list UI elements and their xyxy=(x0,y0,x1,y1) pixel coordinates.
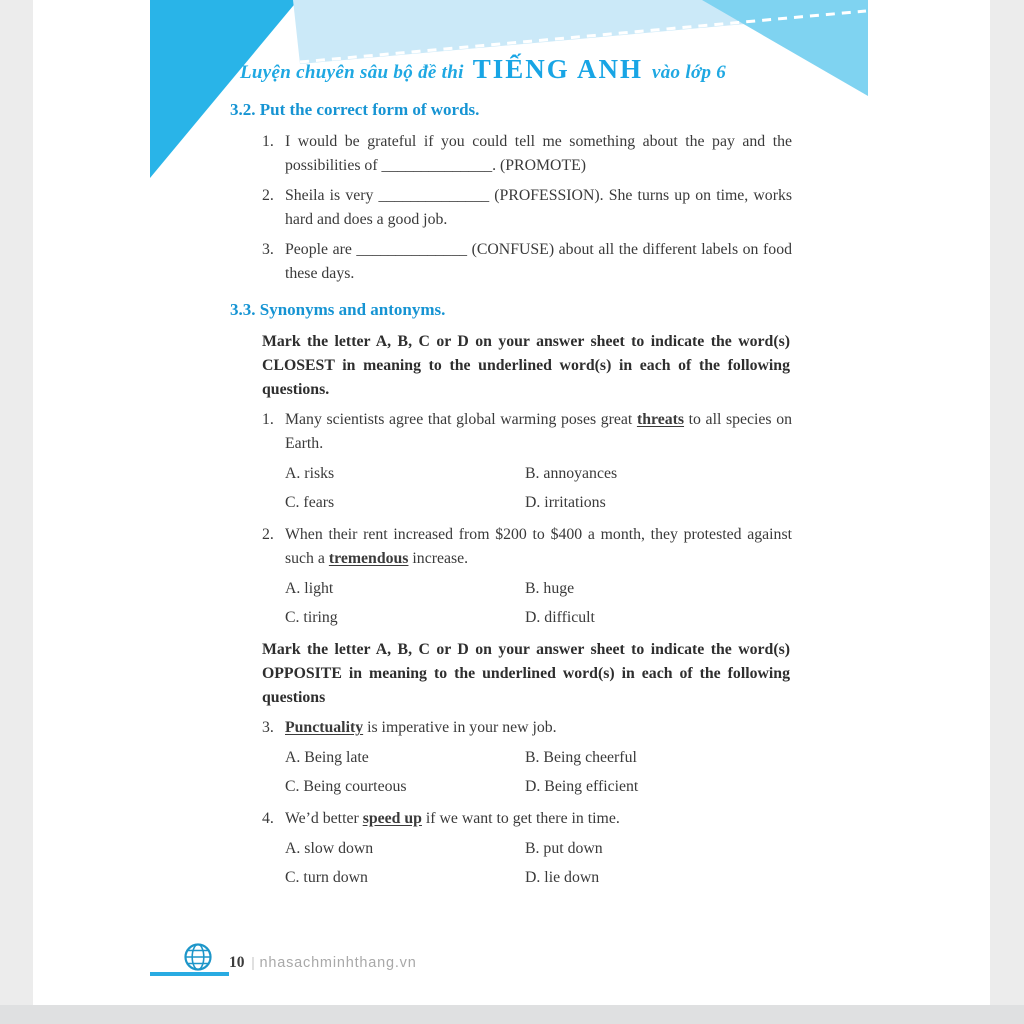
question-pre-text: Many scientists agree that global warming poses great xyxy=(285,411,637,428)
answer-options xyxy=(285,462,792,514)
answer-option-a: A. Being late xyxy=(285,749,369,766)
underlined-word: speed up xyxy=(362,810,422,827)
mc-question xyxy=(262,523,792,571)
answer-option-c: C. fears xyxy=(285,494,335,511)
question-pre-text: We’d better xyxy=(285,810,363,827)
footer-divider: | xyxy=(251,955,255,971)
answer-option-c: C. Being courteous xyxy=(285,778,407,795)
answer-option-d: D. difficult xyxy=(525,609,595,626)
fill-in-item xyxy=(262,130,792,178)
answer-option-c: C. tiring xyxy=(285,609,338,626)
underlined-word: tremendous xyxy=(328,550,409,567)
question-text xyxy=(285,807,792,831)
question-text: People are ______________ (CONFUSE) about all the different labels on food these days. xyxy=(285,241,792,282)
question-post-text: increase. xyxy=(408,550,469,567)
question-number: 2. xyxy=(262,187,274,204)
question-post-text: if we want to get there in time. xyxy=(421,810,620,827)
underlined-word: threats xyxy=(636,411,685,428)
answer-option-d: D. irritations xyxy=(525,494,606,511)
footer-text xyxy=(229,954,417,972)
instruction-opposite: Mark the letter A, B, C or D on your answer sheet to indicate the word(s) OPPOSITE in meaning to the underlined word(s) in each of the following questions xyxy=(262,641,790,706)
question-text xyxy=(285,408,792,456)
fill-in-item xyxy=(262,184,792,232)
question-pre-text: When their rent increased from $200 to $400 a month, they protested against such a xyxy=(285,526,792,567)
question-number: 3. xyxy=(262,241,274,258)
mc-question xyxy=(262,716,792,740)
page-number: 10 xyxy=(229,954,245,971)
answer-option-b: B. huge xyxy=(525,580,575,597)
underlined-word: Punctuality xyxy=(285,719,364,736)
answer-option-d: D. Being efficient xyxy=(525,778,639,795)
subject-title: TIẾNG ANH xyxy=(472,54,643,84)
page-edge-bottom xyxy=(0,1005,1024,1024)
answer-option-a: A. slow down xyxy=(285,840,374,857)
question-number: 4. xyxy=(262,810,274,827)
section-3-2-heading: 3.2. Put the correct form of words. xyxy=(230,100,480,119)
section-3-3-heading: 3.3. Synonyms and antonyms. xyxy=(230,300,446,319)
answer-option-b: B. Being cheerful xyxy=(525,749,637,766)
question-post-text: to all species on Earth. xyxy=(285,411,793,452)
mc-question xyxy=(262,807,792,831)
book-title-banner xyxy=(240,54,880,85)
mc-question xyxy=(262,408,792,456)
page-content xyxy=(230,100,792,898)
question-text: I would be grateful if you could tell me something about the pay and the possibilities of ______________. (PROMOTE) xyxy=(285,133,792,174)
question-number: 1. xyxy=(262,133,274,150)
globe-icon xyxy=(181,940,215,974)
answer-option-b: B. put down xyxy=(525,840,603,857)
answer-options xyxy=(285,746,792,798)
answer-option-b: B. annoyances xyxy=(525,465,618,482)
website-url: nhasachminhthang.vn xyxy=(259,955,417,971)
question-text: Sheila is very ______________ (PROFESSION). She turns up on time, works hard and does a good job. xyxy=(285,187,792,228)
question-text xyxy=(285,716,792,740)
answer-option-a: A. light xyxy=(285,580,334,597)
question-number: 1. xyxy=(262,411,274,428)
series-title: Luyện chuyên sâu bộ đề thi xyxy=(240,62,464,83)
question-number: 3. xyxy=(262,719,274,736)
answer-option-a: A. risks xyxy=(285,465,335,482)
page-footer xyxy=(150,938,570,978)
fill-in-item xyxy=(262,238,792,286)
question-text xyxy=(285,523,792,571)
grade-suffix: vào lớp 6 xyxy=(651,62,727,83)
question-post-text: is imperative in your new job. xyxy=(363,719,557,736)
answer-option-c: C. turn down xyxy=(285,869,368,886)
answer-options xyxy=(285,837,792,889)
instruction-closest: Mark the letter A, B, C or D on your answer sheet to indicate the word(s) CLOSEST in meaning to the underlined word(s) in each of the following questions. xyxy=(262,333,790,398)
answer-options xyxy=(285,577,792,629)
question-number: 2. xyxy=(262,526,274,543)
answer-option-d: D. lie down xyxy=(525,869,600,886)
